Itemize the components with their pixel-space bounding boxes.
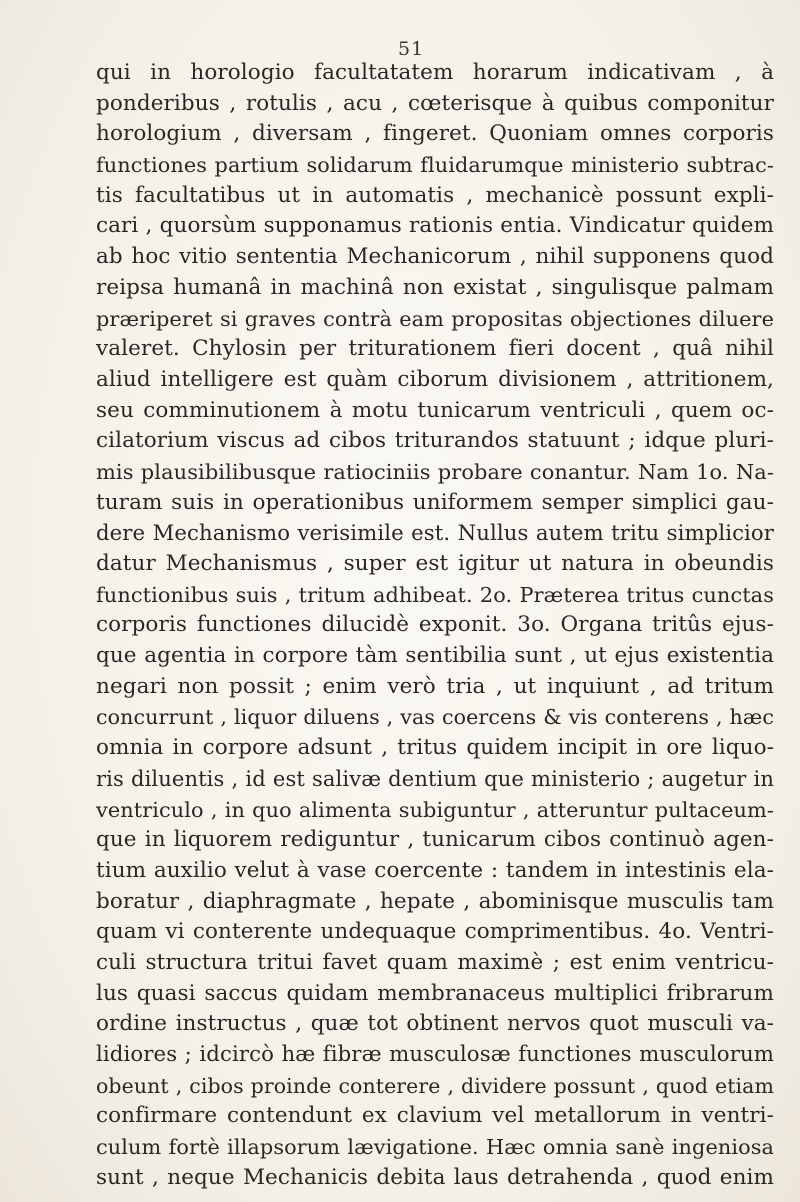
text-line: culum fortè illapsorum lævigatione. Hæc omnia sanè ingeniosa [96, 1135, 774, 1160]
text-line: datur Mechanismus , super est igitur ut natura in obeundis [96, 551, 774, 576]
text-line: quam vi conterente undequaque comprimentibus. 4o. Ventri- [96, 919, 774, 945]
text-line: obeunt , cibos proinde conterere , dividere possunt , quod etiam [96, 1073, 774, 1098]
text-line: ab hoc vitio sententia Mechanicorum , nihil supponens quod [96, 244, 774, 270]
text-line: reipsa humanâ in machinâ non existat , singulisque palmam [96, 274, 774, 300]
text-line: boratur , diaphragmate , hepate , abominisque musculis tam [96, 888, 774, 914]
text-line: præriperet si graves contrà eam propositas objectiones diluere [96, 306, 774, 331]
text-line: aliud intelligere est quàm ciborum divisionem , attritionem, [96, 366, 774, 392]
page-number: 51 [398, 38, 425, 60]
text-line: corporis functiones dilucidè exponit. 3o. Organa tritûs ejus- [96, 612, 774, 638]
text-line: sunt , neque Mechanicis debita laus detrahenda , quod enim [96, 1164, 774, 1190]
text-line: qui in horologio facultatatem horarum indicativam , à [96, 60, 774, 85]
text-line: mis plausibilibusque ratiociniis probare conantur. Nam 1o. Na- [96, 459, 774, 484]
text-line: turam suis in operationibus uniformem semper simplici gau- [96, 489, 774, 515]
text-line: horologium , diversam , fingeret. Quoniam omnes corporis [96, 121, 774, 147]
text-line: seu comminutionem à motu tunicarum ventriculi , quem oc- [96, 397, 774, 423]
text-line: ris diluentis , id est salivæ dentium que ministerio ; augetur in [96, 765, 774, 791]
text-line: ponderibus , rotulis , acu , cœterisque à quibus componitur [96, 90, 774, 116]
text-line: cari , quorsùm supponamus rationis entia. Vindicatur quidem [96, 213, 774, 239]
text-line: ventriculo , in quo alimenta subiguntur , atteruntur pultaceum- [96, 797, 774, 822]
text-line: functiones partium solidarum fluidarumque ministerio subtrac- [96, 153, 774, 178]
text-line: cilatorium viscus ad cibos triturandos statuunt ; idque pluri- [96, 428, 774, 454]
text-line: functionibus suis , tritum adhibeat. 2o. Præterea tritus cunctas [96, 582, 774, 607]
text-line: culi structura tritui favet quam maximè ; est enim ventricu- [96, 949, 774, 975]
text-line: tis facultatibus ut in automatis , mechanicè possunt expli- [96, 182, 774, 208]
text-line: lidiores ; idcircò hæ fibræ musculosæ functiones musculorum [96, 1042, 774, 1067]
text-line: omnia in corpore adsunt , tritus quidem incipit in ore liquo- [96, 735, 774, 761]
text-line: dere Mechanismo verisimile est. Nullus autem tritu simplicior [96, 520, 774, 546]
text-line: negari non possit ; enim verò tria , ut inquiunt , ad tritum [96, 673, 774, 699]
body-text [96, 58, 774, 1193]
text-line: concurrunt , liquor diluens , vas coercens & vis conterens , hæc [96, 705, 774, 730]
text-line: ordine instructus , quæ tot obtinent nervos quot musculi va- [96, 1011, 774, 1037]
text-line: tium auxilio velut à vase coercente : tandem in intestinis ela- [96, 857, 774, 883]
text-line: confirmare contendunt ex clavium vel metallorum in ventri- [96, 1103, 774, 1129]
text-line: lus quasi saccus quidam membranaceus multiplici fribrarum [96, 980, 774, 1006]
text-line: valeret. Chylosin per triturationem fieri docent , quâ nihil [96, 336, 774, 362]
text-line: que agentia in corpore tàm sentibilia sunt , ut ejus existentia [96, 643, 774, 669]
text-line: que in liquorem rediguntur , tunicarum cibos continuò agen- [96, 827, 774, 853]
